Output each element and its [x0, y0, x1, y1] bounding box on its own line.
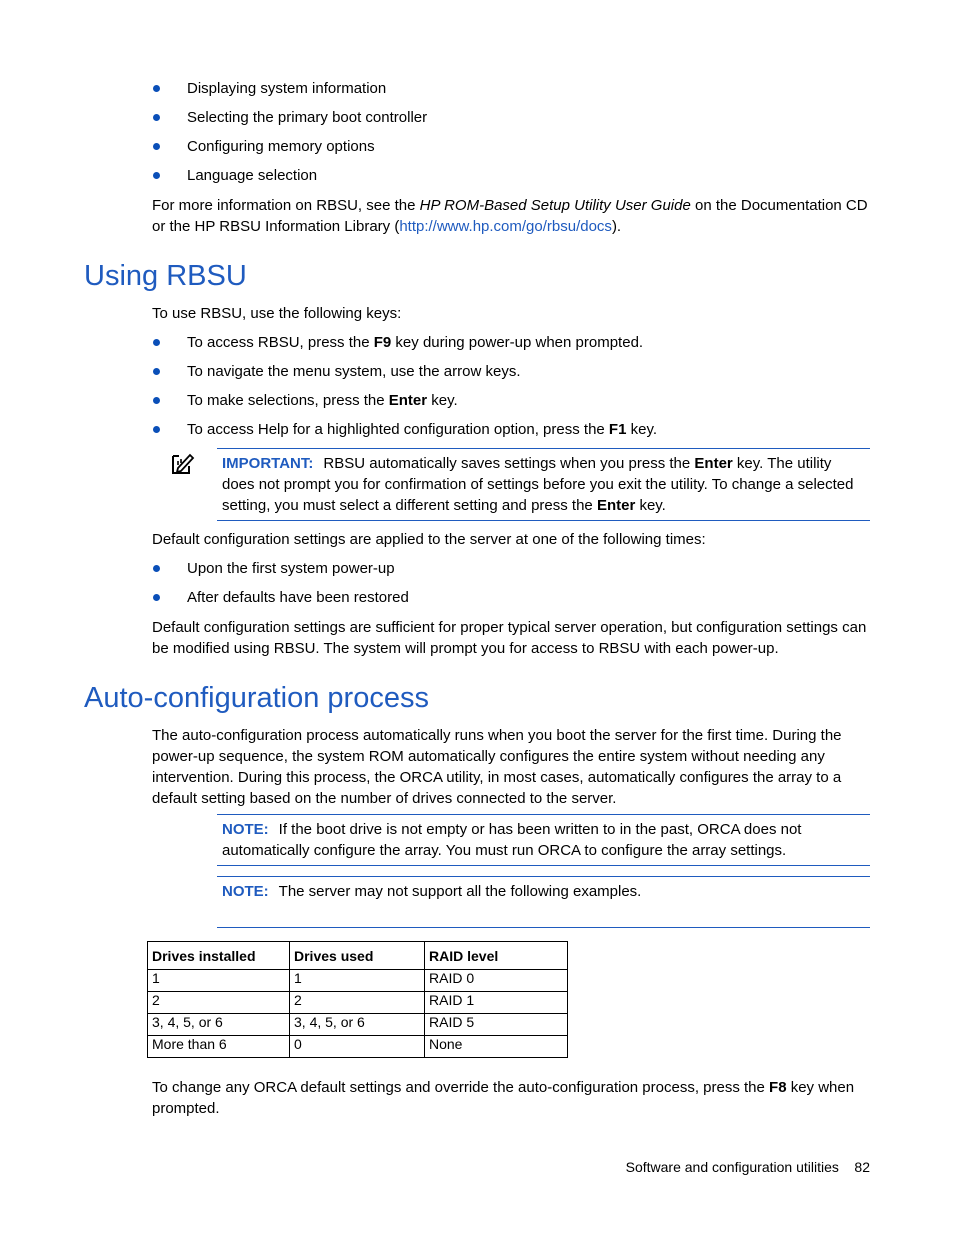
important-text: IMPORTANT: RBSU automatically saves settings when you press the Enter key. The utility does not prompt you for confirmation of settings before you exit the utility. To change a selected setting, you must select a different setting and press the Enter key.: [222, 455, 854, 514]
defaults-intro: Default configuration settings are applied to the server at one of the following times:: [152, 531, 706, 548]
list-item: After defaults have been restored: [152, 589, 409, 618]
list-item: Language selection: [152, 167, 427, 196]
list-item: Configuring memory options: [152, 138, 427, 167]
list-item: To make selections, press the Enter key.: [152, 392, 657, 421]
bullet-icon: [153, 172, 160, 179]
column-header: Drives installed: [148, 942, 290, 970]
defaults-paragraph: Default configuration settings are sufficient for proper typical server operation, but configuration settings can be modified using RBSU. The system will prompt you for access to RBSU with each power-up.: [152, 619, 867, 657]
table-cell: More than 6: [148, 1036, 290, 1058]
table-cell: 2: [148, 992, 290, 1014]
pencil-note-icon: [170, 452, 196, 476]
rbsu-docs-link[interactable]: http://www.hp.com/go/rbsu/docs: [399, 218, 612, 235]
list-item: To access Help for a highlighted configuration option, press the F1 key.: [152, 421, 657, 450]
column-header: RAID level: [425, 942, 568, 970]
table-cell: RAID 1: [425, 992, 568, 1014]
guide-title: HP ROM-Based Setup Utility User Guide: [419, 197, 691, 214]
closing-paragraph: To change any ORCA default settings and override the auto-configuration process, press the F8 key when prompted.: [152, 1079, 855, 1117]
keys-bullet-list: [152, 334, 657, 450]
table-cell: 3, 4, 5, or 6: [148, 1014, 290, 1036]
bullet-icon: [153, 85, 160, 92]
note-label: NOTE:: [222, 821, 269, 838]
note-boot-drive: NOTE: If the boot drive is not empty or has been written to in the past, ORCA does not automatically configure the array. You must run ORCA to configure the array settings.: [217, 814, 870, 866]
table-header-row: [148, 942, 568, 970]
table-cell: RAID 0: [425, 970, 568, 992]
bullet-icon: [153, 426, 160, 433]
bullet-icon: [153, 114, 160, 121]
footer-section-title: Software and configuration utilities: [625, 1159, 839, 1175]
table-cell: 1: [148, 970, 290, 992]
page-footer: [626, 1158, 870, 1176]
section-heading-using-rbsu: Using RBSU: [84, 260, 247, 292]
table-cell: 2: [290, 992, 425, 1014]
section-heading-auto-configuration: Auto-configuration process: [84, 682, 429, 714]
page-number: 82: [854, 1159, 870, 1175]
keys-intro: To use RBSU, use the following keys:: [152, 305, 402, 322]
bullet-icon: [153, 368, 160, 375]
note-examples: NOTE: The server may not support all the following examples.: [217, 876, 870, 928]
raid-table: [147, 941, 568, 1058]
table-cell: RAID 5: [425, 1014, 568, 1036]
table-row: [148, 1036, 568, 1058]
important-notice: [217, 448, 870, 521]
list-item: To navigate the menu system, use the arrow keys.: [152, 363, 657, 392]
more-info-paragraph: For more information on RBSU, see the HP ROM-Based Setup Utility User Guide on the Documentation CD or the HP RBSU Information Library (http://www.hp.com/go/rbsu/docs).: [152, 197, 868, 235]
top-bullet-list: [152, 80, 427, 196]
defaults-bullet-list: [152, 560, 409, 618]
bullet-icon: [153, 397, 160, 404]
list-item: To access RBSU, press the F9 key during power-up when prompted.: [152, 334, 657, 363]
note-label: NOTE:: [222, 883, 269, 900]
column-header: Drives used: [290, 942, 425, 970]
table-row: [148, 970, 568, 992]
list-item: Upon the first system power-up: [152, 560, 409, 589]
table-cell: 0: [290, 1036, 425, 1058]
bullet-icon: [153, 565, 160, 572]
list-item: Selecting the primary boot controller: [152, 109, 427, 138]
table-row: [148, 992, 568, 1014]
table-cell: 1: [290, 970, 425, 992]
important-label: IMPORTANT:: [222, 455, 314, 472]
auto-config-paragraph: The auto-configuration process automatically runs when you boot the server for the first time. During the power-up sequence, the system ROM automatically configures the entire system without needing any intervention. During this process, the ORCA utility, in most cases, automatically configures the array to a default setting based on the number of drives connected to the server.: [152, 727, 842, 807]
bullet-icon: [153, 594, 160, 601]
list-item: Displaying system information: [152, 80, 427, 109]
bullet-icon: [153, 143, 160, 150]
table-cell: 3, 4, 5, or 6: [290, 1014, 425, 1036]
bullet-icon: [153, 339, 160, 346]
table-row: [148, 1014, 568, 1036]
table-cell: None: [425, 1036, 568, 1058]
